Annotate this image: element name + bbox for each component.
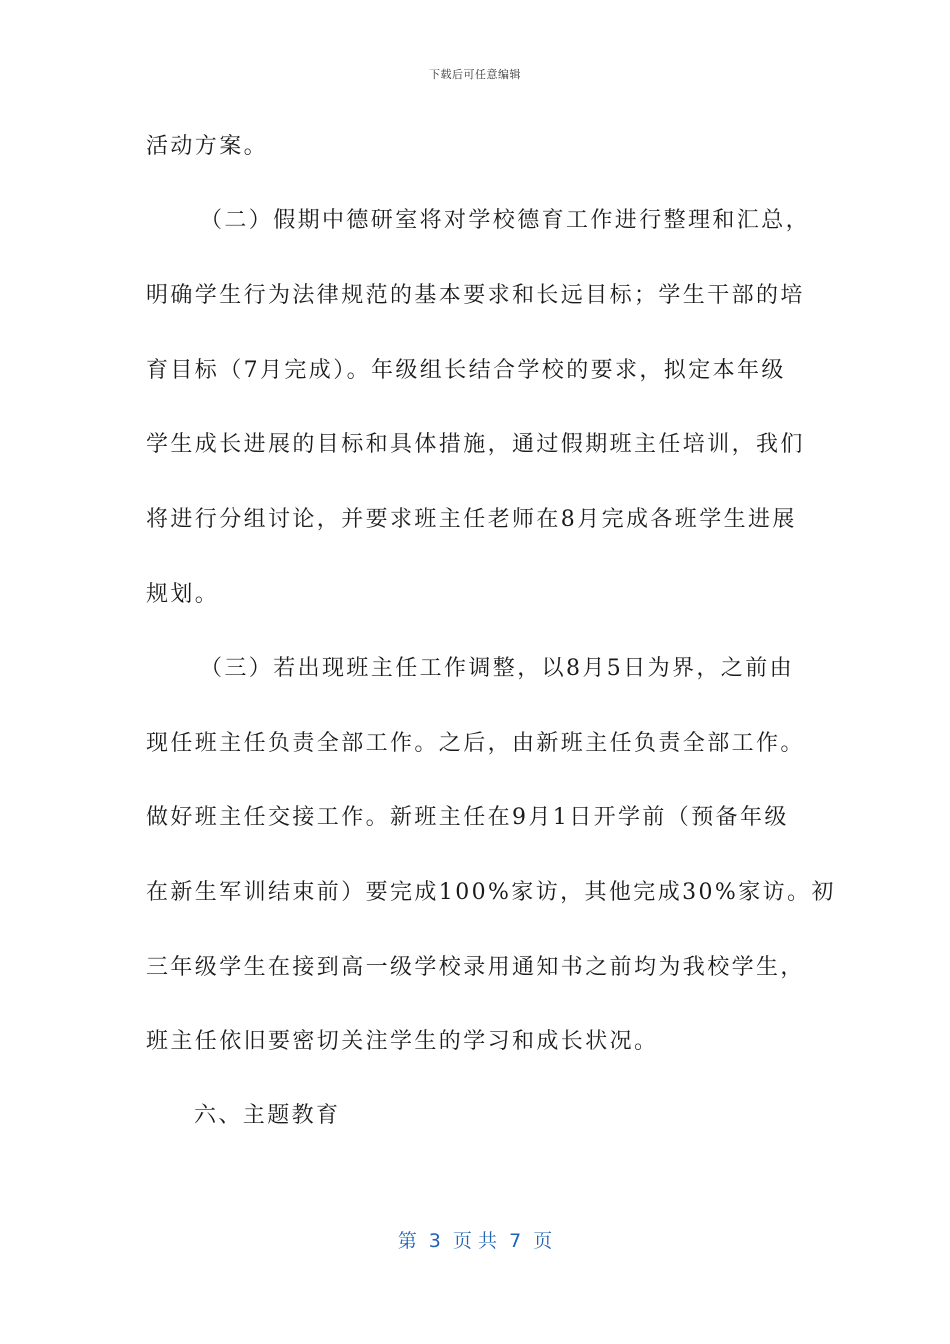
paragraph-line: 三年级学生在接到高一级学校录用通知书之前均为我校学生，	[146, 955, 805, 980]
paragraph-line: 将进行分组讨论，并要求班主任老师在8月完成各班学生进展	[146, 507, 797, 532]
paragraph-line: 明确学生行为法律规范的基本要求和长远目标；学生干部的培	[146, 283, 805, 308]
paragraph-line: 规划。	[146, 582, 220, 607]
header-note: 下载后可任意编辑	[429, 68, 521, 81]
paragraph-line: （二）假期中德研室将对学校德育工作进行整理和汇总，	[200, 208, 811, 233]
paragraph-line: 活动方案。	[146, 134, 269, 159]
paragraph-line: 育目标（7月完成）。年级组长结合学校的要求，拟定本年级	[146, 358, 786, 383]
paragraph-line: 做好班主任交接工作。新班主任在9月1日开学前（预备年级	[146, 805, 789, 830]
section-heading: 六、主题教育	[194, 1103, 341, 1128]
paragraph-line: 在新生军训结束前）要完成100%家访，其他完成30%家访。初	[146, 880, 836, 905]
page-number-footer: 第 3 页 共 7 页	[397, 1230, 553, 1252]
paragraph-line: （三）若出现班主任工作调整，以8月5日为界，之前由	[200, 656, 794, 681]
paragraph-line: 班主任依旧要密切关注学生的学习和成长状况。	[146, 1029, 659, 1054]
paragraph-line: 学生成长进展的目标和具体措施，通过假期班主任培训，我们	[146, 432, 805, 457]
paragraph-line: 现任班主任负责全部工作。之后，由新班主任负责全部工作。	[146, 731, 805, 756]
